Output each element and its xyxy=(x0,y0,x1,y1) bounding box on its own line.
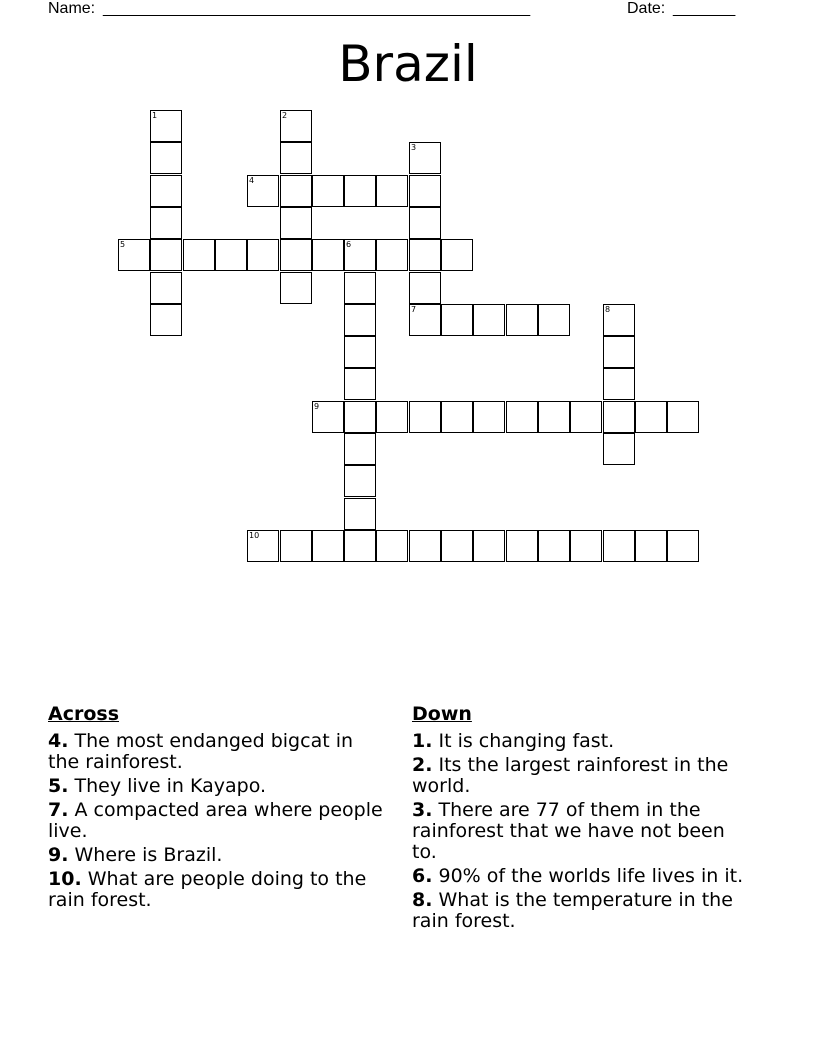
grid-cell[interactable] xyxy=(570,401,602,433)
clue-num: 5. xyxy=(48,775,69,797)
grid-cell[interactable] xyxy=(150,239,182,271)
grid-cell[interactable] xyxy=(409,401,441,433)
grid-cell[interactable] xyxy=(376,401,408,433)
grid-cell[interactable] xyxy=(280,142,312,174)
clue-text: 90% of the worlds life lives in it. xyxy=(432,865,744,887)
grid-cell[interactable] xyxy=(603,304,635,336)
grid-cell[interactable] xyxy=(344,304,376,336)
clue-item xyxy=(48,800,388,842)
grid-cell[interactable] xyxy=(473,304,505,336)
grid-cell[interactable] xyxy=(409,142,441,174)
grid-cell[interactable] xyxy=(280,175,312,207)
grid-cell[interactable] xyxy=(473,401,505,433)
clue-item xyxy=(48,731,388,773)
grid-cell[interactable] xyxy=(441,304,473,336)
clue-num: 1. xyxy=(412,730,433,752)
grid-cell[interactable] xyxy=(409,272,441,304)
grid-cell[interactable] xyxy=(247,175,279,207)
grid-cell[interactable] xyxy=(409,175,441,207)
grid-cell[interactable] xyxy=(150,110,182,142)
clue-text: Where is Brazil. xyxy=(68,844,223,866)
clue-item xyxy=(48,776,388,797)
across-clues xyxy=(48,702,388,914)
grid-cell[interactable] xyxy=(506,304,538,336)
clue-item xyxy=(48,845,388,866)
clue-num: 6. xyxy=(412,865,433,887)
clue-text: A compacted area where people live. xyxy=(48,799,383,842)
grid-cell[interactable] xyxy=(667,530,699,562)
grid-cell[interactable] xyxy=(344,239,376,271)
grid-cell[interactable] xyxy=(603,368,635,400)
clue-number: 5 xyxy=(120,240,126,249)
grid-cell[interactable] xyxy=(376,175,408,207)
clue-text: There are 77 of them in the rainforest that we have not been to. xyxy=(412,799,725,863)
grid-cell[interactable] xyxy=(344,272,376,304)
grid-cell[interactable] xyxy=(376,239,408,271)
grid-cell[interactable] xyxy=(441,239,473,271)
grid-cell[interactable] xyxy=(506,530,538,562)
grid-cell[interactable] xyxy=(635,530,667,562)
clue-number: 2 xyxy=(282,111,288,120)
grid-cell[interactable] xyxy=(603,401,635,433)
grid-cell[interactable] xyxy=(215,239,247,271)
clue-number: 1 xyxy=(152,111,158,120)
clue-number: 10 xyxy=(249,531,260,540)
grid-cell[interactable] xyxy=(247,530,279,562)
grid-cell[interactable] xyxy=(150,304,182,336)
grid-cell[interactable] xyxy=(280,239,312,271)
name-label: Name: xyxy=(48,0,96,17)
clue-num: 8. xyxy=(412,889,433,911)
clue-item xyxy=(412,731,752,752)
grid-cell[interactable] xyxy=(538,530,570,562)
grid-cell[interactable] xyxy=(344,498,376,530)
clue-number: 8 xyxy=(605,305,611,314)
clue-num: 10. xyxy=(48,868,82,890)
clue-num: 4. xyxy=(48,730,69,752)
clue-text: It is changing fast. xyxy=(432,730,615,752)
clue-text: What is the temperature in the rain forest. xyxy=(412,889,733,932)
clue-number: 6 xyxy=(346,240,352,249)
clue-text: The most endanged bigcat in the rainforest. xyxy=(48,730,354,773)
grid-cell[interactable] xyxy=(280,530,312,562)
grid-cell[interactable] xyxy=(312,530,344,562)
clue-number: 3 xyxy=(411,143,417,152)
grid-cell[interactable] xyxy=(538,304,570,336)
across-heading: Across xyxy=(48,703,120,725)
date-label: Date: xyxy=(627,0,666,17)
grid-cell[interactable] xyxy=(409,207,441,239)
page-title: Brazil xyxy=(338,35,478,93)
grid-cell[interactable] xyxy=(441,530,473,562)
grid-cell[interactable] xyxy=(280,207,312,239)
date-field-line[interactable]: _______ xyxy=(673,0,736,17)
grid-cell[interactable] xyxy=(376,530,408,562)
grid-cell[interactable] xyxy=(312,401,344,433)
clue-text: What are people doing to the rain forest. xyxy=(48,868,367,911)
clue-item xyxy=(48,869,388,911)
grid-cell[interactable] xyxy=(473,530,505,562)
name-field-line[interactable]: ________________________________________________ xyxy=(103,0,531,17)
grid-cell[interactable] xyxy=(344,368,376,400)
grid-cell[interactable] xyxy=(506,401,538,433)
clue-number: 9 xyxy=(314,402,320,411)
grid-cell[interactable] xyxy=(183,239,215,271)
grid-cell[interactable] xyxy=(603,336,635,368)
clue-num: 7. xyxy=(48,799,69,821)
grid-cell[interactable] xyxy=(150,207,182,239)
grid-cell[interactable] xyxy=(344,336,376,368)
clue-num: 2. xyxy=(412,754,433,776)
clue-text: Its the largest rainforest in the world. xyxy=(412,754,729,797)
grid-cell[interactable] xyxy=(603,530,635,562)
clue-text: They live in Kayapo. xyxy=(68,775,267,797)
clue-item xyxy=(412,866,752,887)
grid-cell[interactable] xyxy=(280,272,312,304)
grid-cell[interactable] xyxy=(280,110,312,142)
grid-cell[interactable] xyxy=(635,401,667,433)
grid-cell[interactable] xyxy=(409,530,441,562)
grid-cell[interactable] xyxy=(312,175,344,207)
grid-cell[interactable] xyxy=(344,433,376,465)
clue-num: 9. xyxy=(48,844,69,866)
across-clue-list xyxy=(48,731,388,911)
clue-number: 4 xyxy=(249,176,255,185)
grid-cell[interactable] xyxy=(409,304,441,336)
grid-cell[interactable] xyxy=(150,175,182,207)
grid-cell[interactable] xyxy=(570,530,602,562)
grid-cell[interactable] xyxy=(344,175,376,207)
grid-cell[interactable] xyxy=(344,401,376,433)
grid-cell[interactable] xyxy=(667,401,699,433)
grid-cell[interactable] xyxy=(247,239,279,271)
grid-cell[interactable] xyxy=(409,239,441,271)
clue-number: 7 xyxy=(411,305,417,314)
grid-cell[interactable] xyxy=(441,401,473,433)
grid-cell[interactable] xyxy=(150,272,182,304)
grid-cell[interactable] xyxy=(118,239,150,271)
grid-cell[interactable] xyxy=(312,239,344,271)
clue-num: 3. xyxy=(412,799,433,821)
clue-item xyxy=(412,800,752,863)
grid-cell[interactable] xyxy=(538,401,570,433)
grid-cell[interactable] xyxy=(150,142,182,174)
grid-cell[interactable] xyxy=(344,530,376,562)
down-clues xyxy=(412,702,752,935)
grid-cell[interactable] xyxy=(344,465,376,497)
clue-item xyxy=(412,755,752,797)
down-clue-list xyxy=(412,731,752,932)
grid-cell[interactable] xyxy=(603,433,635,465)
down-heading: Down xyxy=(412,703,472,725)
clue-item xyxy=(412,890,752,932)
